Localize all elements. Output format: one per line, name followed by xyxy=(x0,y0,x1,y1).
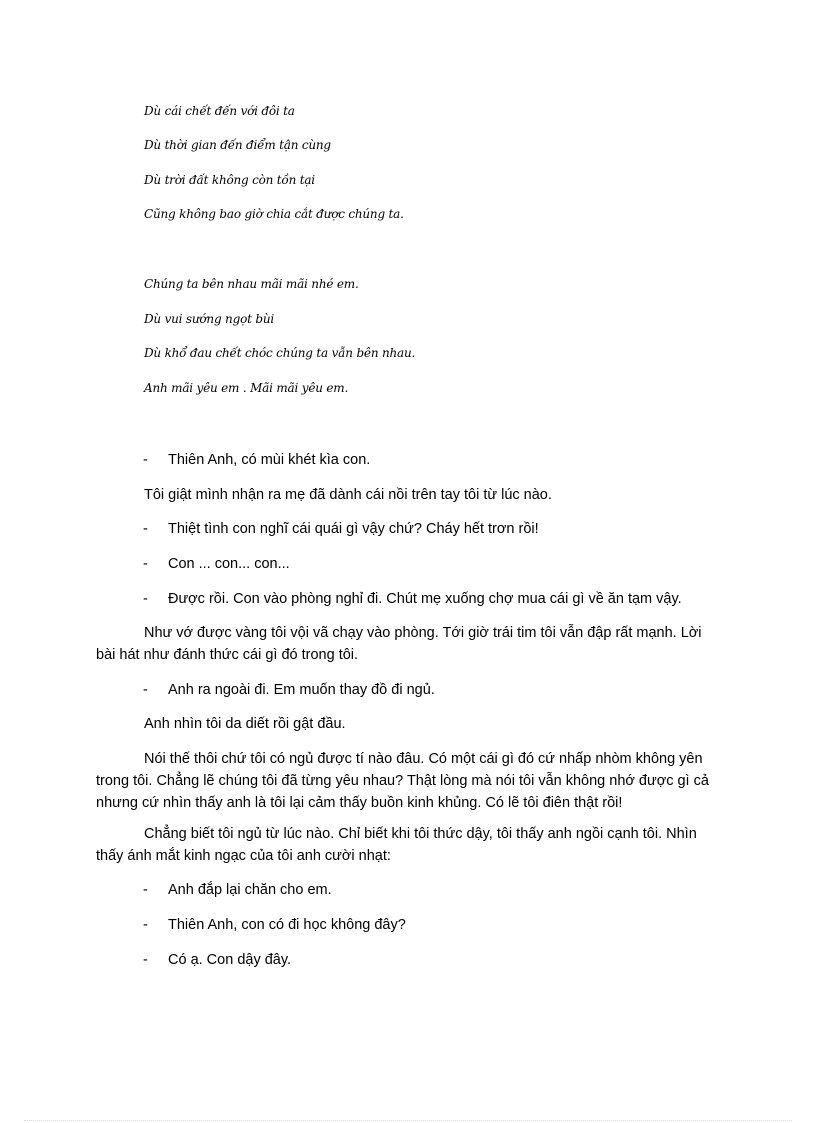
paragraph-line: Chẳng biết tôi ngủ từ lúc nào. Chỉ biết khi tôi thức dậy, tôi thấy anh ngồi cạnh tôi. Nhìn xyxy=(144,826,697,842)
paragraph-line: bài hát như đánh thức cái gì đó trong tôi. xyxy=(96,647,359,663)
dialog-dash: - xyxy=(143,682,148,698)
paragraph-line: Anh nhìn tôi da diết rồi gật đầu. xyxy=(144,716,346,732)
dialog-line: Con ... con... con... xyxy=(168,556,290,572)
dialog-dash: - xyxy=(143,521,148,537)
dialog-dash: - xyxy=(143,452,148,468)
dialog-line: Thiên Anh, con có đi học không đây? xyxy=(168,917,406,933)
dialog-dash: - xyxy=(143,917,148,933)
dialog-line: Anh ra ngoài đi. Em muốn thay đồ đi ngủ. xyxy=(168,682,435,698)
dialog-line: Được rồi. Con vào phòng nghỉ đi. Chút mẹ xuống chợ mua cái gì về ăn tạm vậy. xyxy=(168,591,682,607)
poem-line: Dù khổ đau chết chóc chúng ta vẫn bên nhau. xyxy=(144,346,416,360)
poem-line: Dù vui sướng ngọt bùi xyxy=(144,312,274,326)
paragraph-line: thấy ánh mắt kinh ngạc của tôi anh cười nhạt: xyxy=(96,848,391,864)
page-bottom-divider xyxy=(24,1120,792,1121)
dialog-dash: - xyxy=(143,952,148,968)
dialog-dash: - xyxy=(143,556,148,572)
dialog-dash: - xyxy=(143,591,148,607)
poem-line: Dù thời gian đến điểm tận cùng xyxy=(144,138,331,152)
paragraph-line: Nói thế thôi chứ tôi có ngủ được tí nào đâu. Có một cái gì đó cứ nhấp nhòm không yên xyxy=(144,751,703,767)
dialog-dash: - xyxy=(143,882,148,898)
poem-line: Dù cái chết đến với đôi ta xyxy=(144,104,295,118)
poem-line: Anh mãi yêu em . Mãi mãi yêu em. xyxy=(144,381,349,395)
poem-line: Chúng ta bên nhau mãi mãi nhé em. xyxy=(144,277,359,291)
paragraph-line: nhưng cứ nhìn thấy anh là tôi lại cảm thấy buồn kinh khủng. Có lẽ tôi điên thật rồi! xyxy=(96,795,623,811)
dialog-line: Anh đắp lại chăn cho em. xyxy=(168,882,332,898)
paragraph-line: trong tôi. Chẳng lẽ chúng tôi đã từng yêu nhau? Thật lòng mà nói tôi vẫn không nhớ được gì cả xyxy=(96,773,709,789)
paragraph-line: Tôi giật mình nhận ra mẹ đã dành cái nồi trên tay tôi từ lúc nào. xyxy=(144,487,552,503)
dialog-line: Có ạ. Con dậy đây. xyxy=(168,952,292,968)
dialog-line: Thiệt tình con nghĩ cái quái gì vậy chứ? Cháy hết trơn rồi! xyxy=(168,521,539,537)
poem-line: Dù trời đất không còn tồn tại xyxy=(144,173,315,187)
paragraph-line: Như vớ được vàng tôi vội vã chạy vào phòng. Tới giờ trái tim tôi vẫn đập rất mạnh. Lời xyxy=(144,625,702,641)
poem-line: Cũng không bao giờ chia cắt được chúng ta. xyxy=(144,207,404,221)
dialog-line: Thiên Anh, có mùi khét kìa con. xyxy=(168,452,371,468)
